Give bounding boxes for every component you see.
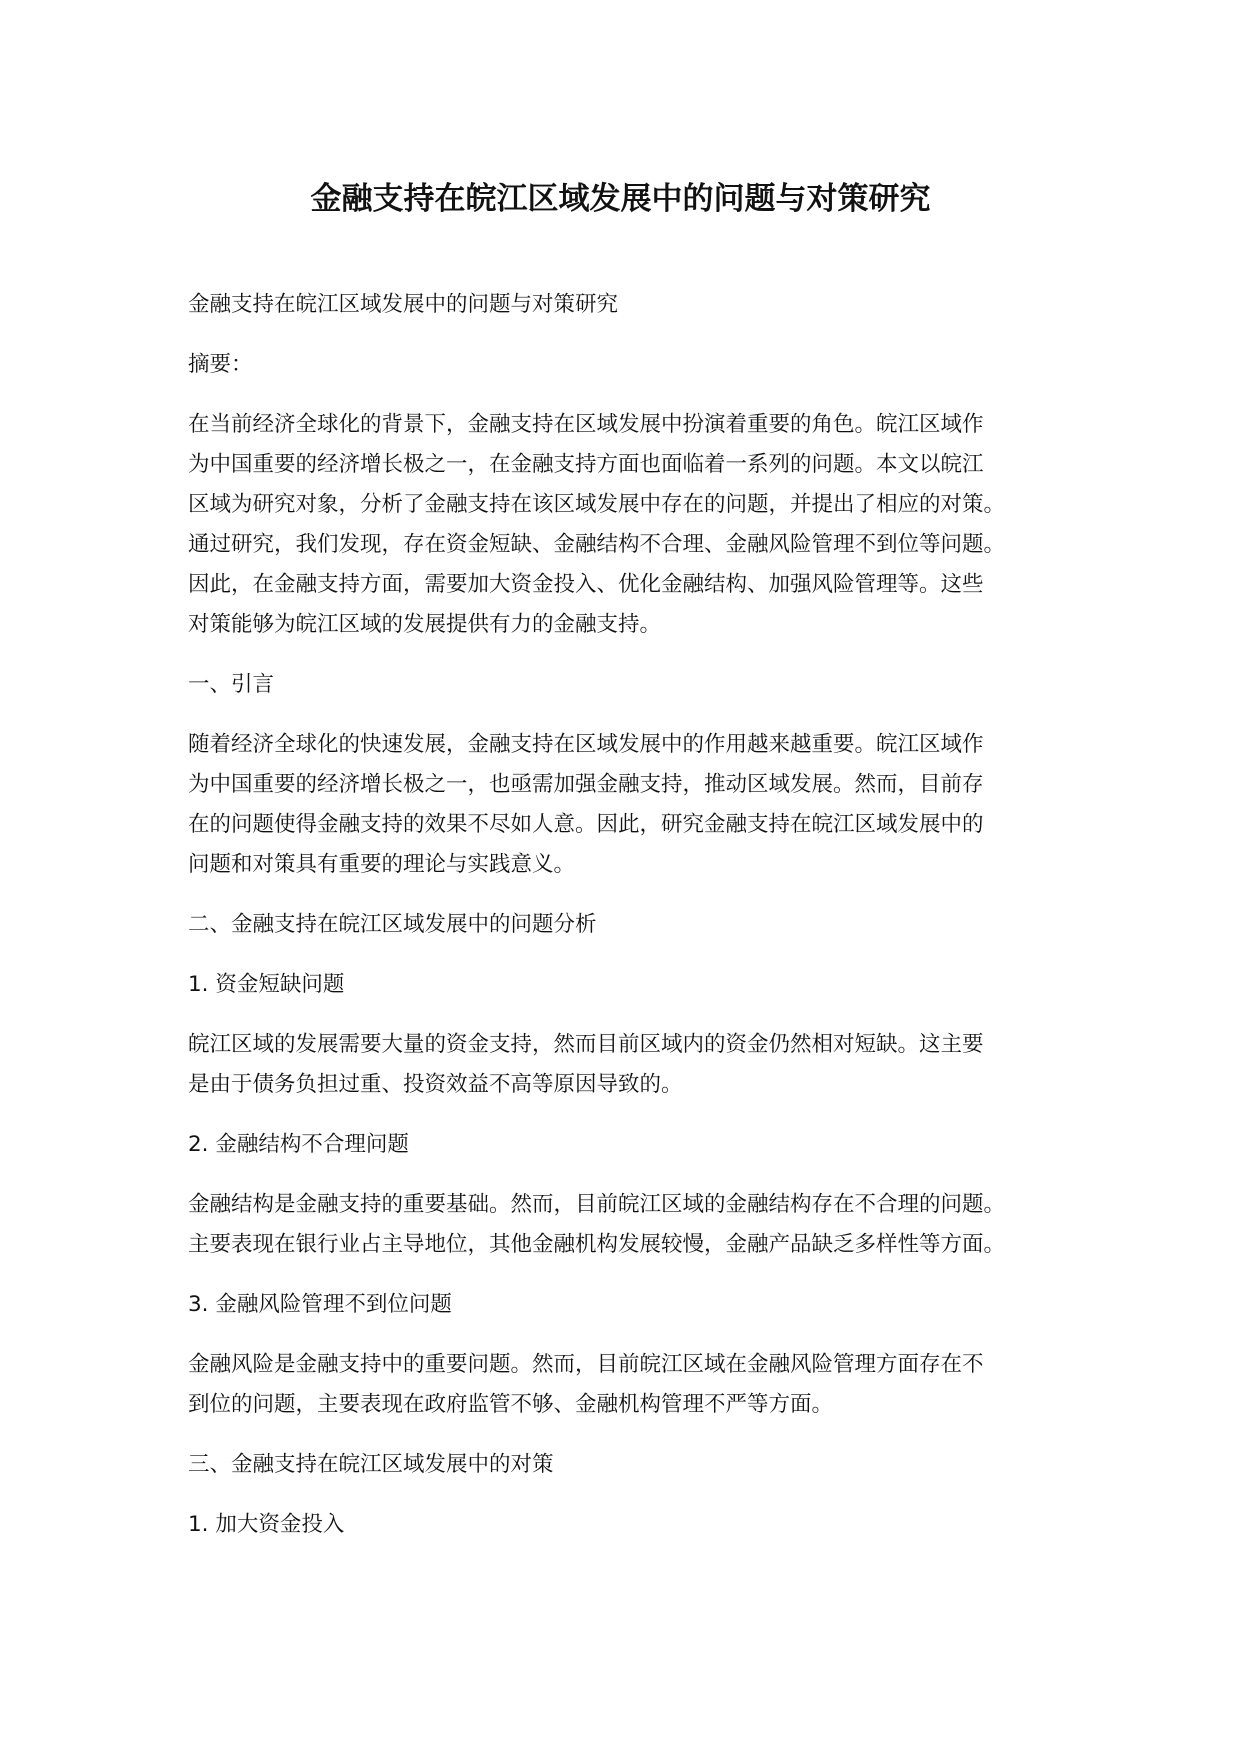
section-heading-introduction: 一、引言 [188,672,275,697]
abstract-line: 通过研究，我们发现，存在资金短缺、金融结构不合理、金融风险管理不到位等问题。 [188,532,1006,557]
section-heading-problems: 二、金融支持在皖江区域发展中的问题分析 [188,912,597,937]
problem-3-heading: 3. 金融风险管理不到位问题 [188,1292,452,1317]
abstract-line: 为中国重要的经济增长极之一，在金融支持方面也面临着一系列的问题。本文以皖江 [188,452,984,477]
document-subtitle: 金融支持在皖江区域发展中的问题与对策研究 [188,292,619,317]
abstract-heading: 摘要： [188,352,253,377]
problem-2-line: 金融结构是金融支持的重要基础。然而，目前皖江区域的金融结构存在不合理的问题。 [188,1192,1006,1217]
problem-1-line: 皖江区域的发展需要大量的资金支持，然而目前区域内的资金仍然相对短缺。这主要 [188,1032,984,1057]
document-body [188,285,1088,1565]
problem-2-paragraph [188,1185,1088,1265]
problem-2-heading: 2. 金融结构不合理问题 [188,1132,409,1157]
problem-2-line: 主要表现在银行业占主导地位，其他金融机构发展较慢，金融产品缺乏多样性等方面。 [188,1232,1006,1257]
abstract-line: 在当前经济全球化的背景下，金融支持在区域发展中扮演着重要的角色。皖江区域作 [188,412,984,437]
document-title: 金融支持在皖江区域发展中的问题与对策研究 [310,181,931,217]
problem-1-heading: 1. 资金短缺问题 [188,972,345,997]
abstract-line: 区域为研究对象，分析了金融支持在该区域发展中存在的问题，并提出了相应的对策。 [188,492,1006,517]
problem-1-line: 是由于债务负担过重、投资效益不高等原因导致的。 [188,1072,683,1097]
abstract-line: 对策能够为皖江区域的发展提供有力的金融支持。 [188,612,662,637]
problem-3-line: 金融风险是金融支持中的重要问题。然而，目前皖江区域在金融风险管理方面存在不 [188,1352,984,1377]
introduction-paragraph [188,725,1088,885]
abstract-line: 因此，在金融支持方面，需要加大资金投入、优化金融结构、加强风险管理等。这些 [188,572,984,597]
introduction-line: 在的问题使得金融支持的效果不尽如人意。因此，研究金融支持在皖江区域发展中的 [188,812,984,837]
measure-1-heading: 1. 加大资金投入 [188,1512,345,1537]
section-heading-measures: 三、金融支持在皖江区域发展中的对策 [188,1452,554,1477]
introduction-line: 随着经济全球化的快速发展，金融支持在区域发展中的作用越来越重要。皖江区域作 [188,732,984,757]
problem-3-paragraph [188,1345,1088,1425]
introduction-line: 为中国重要的经济增长极之一，也亟需加强金融支持，推动区域发展。然而，目前存 [188,772,984,797]
introduction-line: 问题和对策具有重要的理论与实践意义。 [188,852,576,877]
problem-1-paragraph [188,1025,1088,1105]
problem-3-line: 到位的问题，主要表现在政府监管不够、金融机构管理不严等方面。 [188,1392,834,1417]
abstract-paragraph [188,405,1088,645]
